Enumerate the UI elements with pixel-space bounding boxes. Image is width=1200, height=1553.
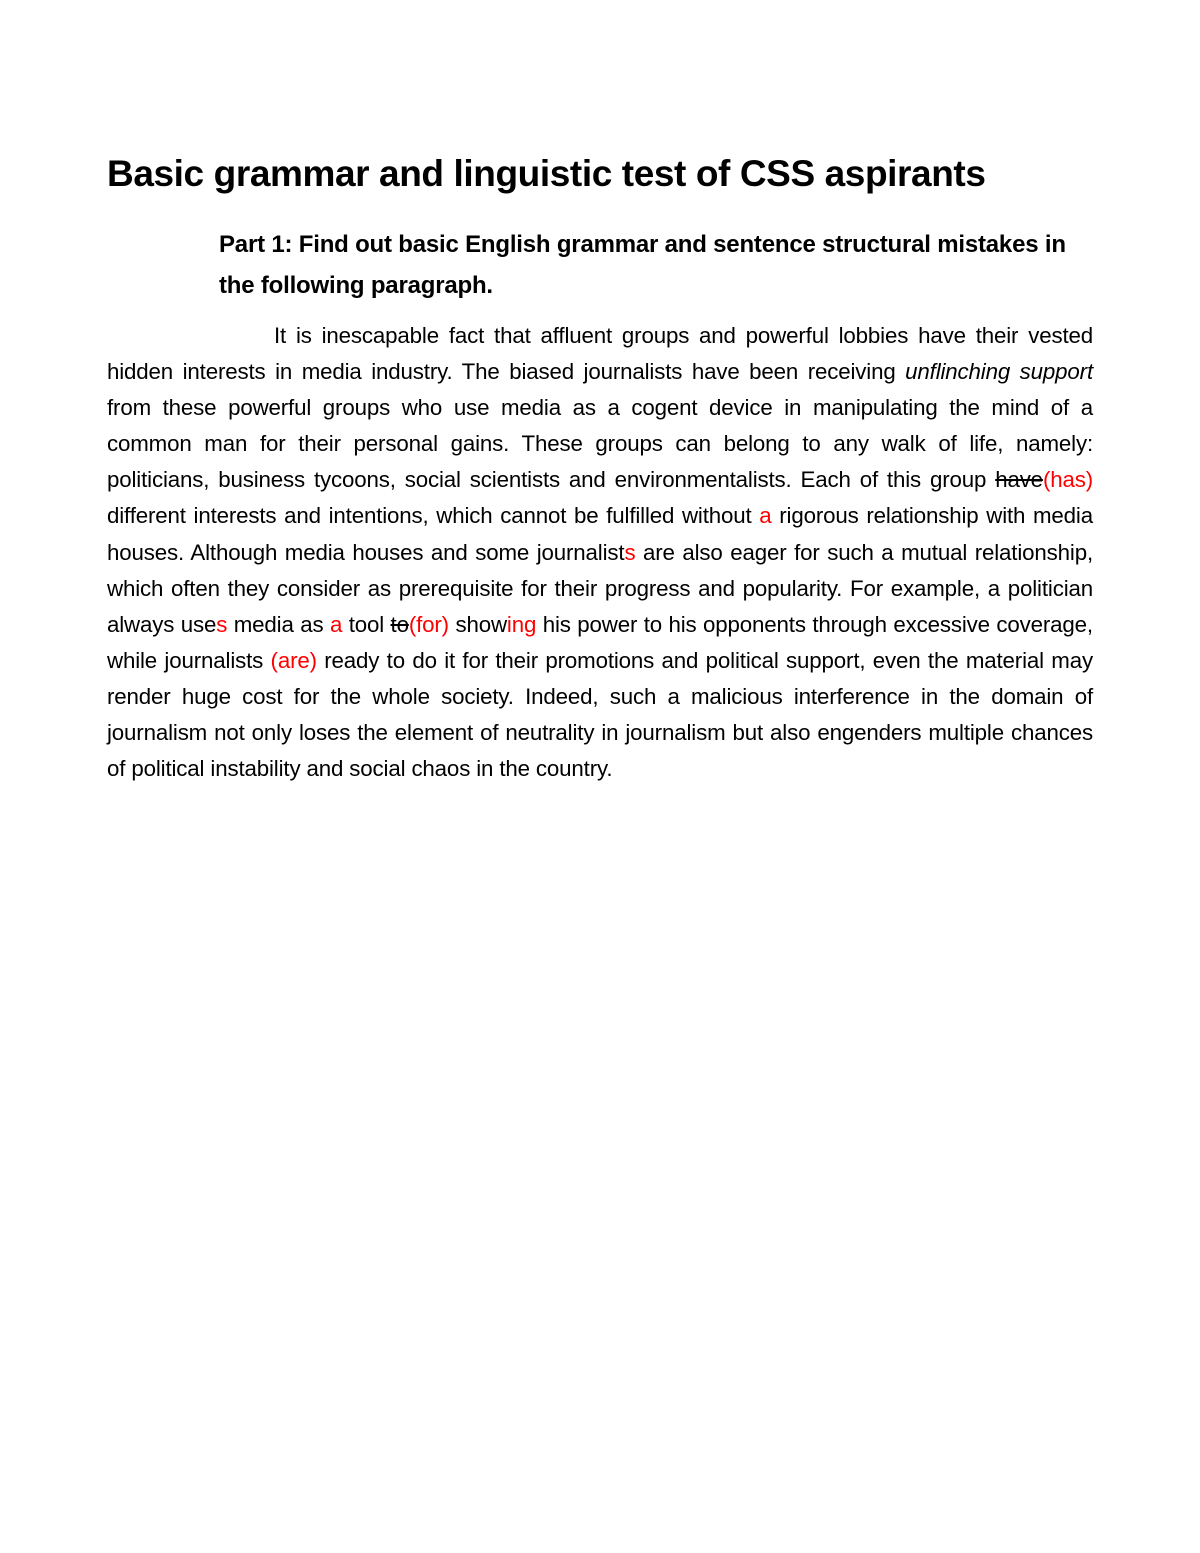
text-run: rigorous relationship with media houses. Although media houses and some journalist bbox=[107, 503, 1093, 565]
text-run: from these powerful groups who use media as a cogent device in manipulating the mind of a common man for their personal gains. These groups can belong to any walk of life, namely: politicians, business tycoons, social scientists and environmentalists. Each of this group bbox=[107, 395, 1093, 493]
correction-insert: a bbox=[759, 503, 772, 529]
correction-insert: (are) bbox=[270, 647, 317, 673]
text-run: tool bbox=[342, 611, 391, 637]
part-heading: Part 1: Find out basic English grammar and sentence structural mistakes in the following paragraph. bbox=[219, 231, 1066, 299]
correction-insert: (has) bbox=[1042, 467, 1093, 493]
correction-insert: s bbox=[624, 539, 636, 565]
text-run: his power to his opponents through excessive coverage, while journalists bbox=[107, 611, 1093, 673]
text-run: It is inescapable fact that affluent groups and powerful lobbies have their vested hidden interests in media industry. The biased journalists have been receiving bbox=[107, 323, 1093, 385]
struck-word: have bbox=[995, 467, 1043, 493]
struck-word: to bbox=[390, 611, 409, 637]
correction-insert: a bbox=[329, 611, 343, 637]
correction-insert: s bbox=[216, 611, 228, 637]
text-run: media as bbox=[227, 611, 330, 637]
text-run: are also eager for such a mutual relationship, which often they consider as prerequisite for their progress and popularity. For example, a politician always use bbox=[107, 539, 1093, 637]
correction-insert: (for) bbox=[408, 611, 449, 637]
text-run: different interests and intentions, which cannot be fulfilled without bbox=[107, 503, 760, 529]
document-title: Basic grammar and linguistic test of CSS aspirants bbox=[107, 153, 986, 194]
text-run: ready to do it for their promotions and political support, even the material may render huge cost for the whole society. Indeed, such a malicious interference in the domain of journalism not only loses the element of neutrality in journalism but also engenders multiple chances of political instability and social chaos in the country. bbox=[107, 647, 1093, 782]
body-paragraph bbox=[107, 318, 1093, 787]
italic-phrase: unflinching support bbox=[905, 359, 1093, 385]
text-run: show bbox=[448, 611, 507, 637]
correction-insert: ing bbox=[506, 611, 537, 637]
